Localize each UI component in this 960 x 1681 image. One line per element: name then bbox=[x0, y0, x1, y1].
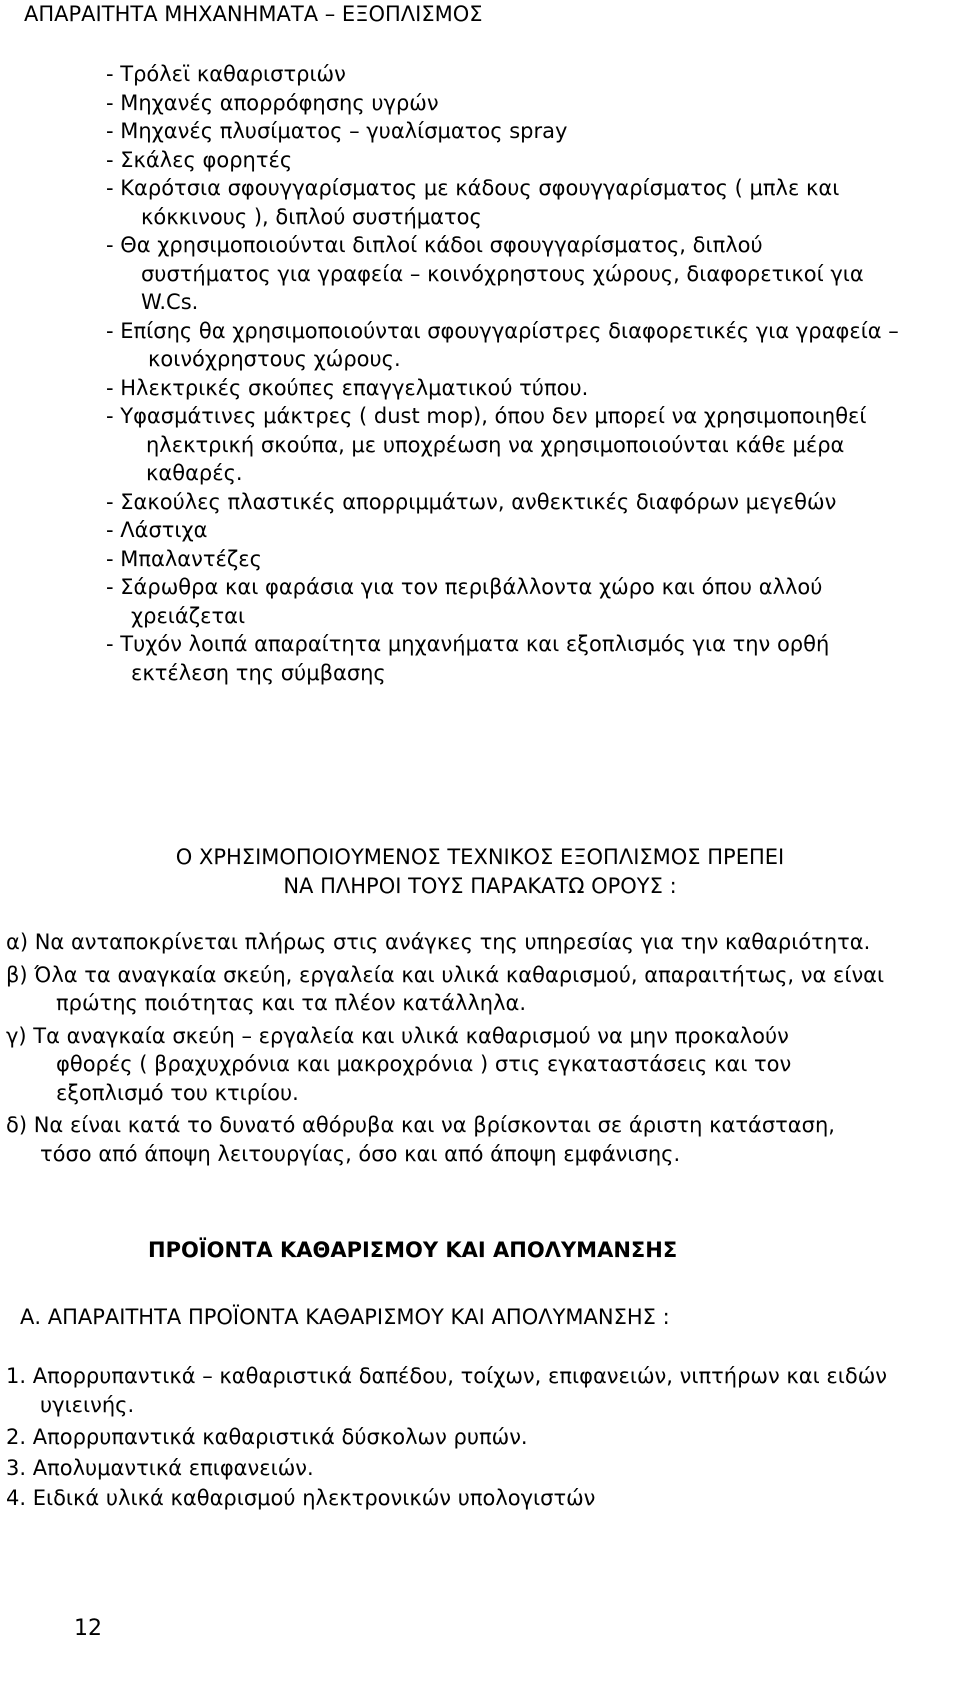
list-item bbox=[106, 146, 926, 175]
list-item bbox=[0, 961, 960, 1018]
list-item bbox=[106, 89, 926, 118]
list-item-line: - Σακούλες πλαστικές απορριμμάτων, ανθεκτικές διαφόρων μεγεθών bbox=[106, 489, 837, 514]
list-item bbox=[106, 374, 926, 403]
list-item bbox=[0, 1423, 960, 1452]
equipment-list bbox=[106, 60, 926, 687]
list-item-line: - Επίσης θα χρησιμοποιούνται σφουγγαρίστρες διαφορετικές για γραφεία – bbox=[106, 318, 899, 343]
products-heading: ΠΡΟΪΟΝΤΑ ΚΑΘΑΡΙΣΜΟΥ ΚΑΙ ΑΠΟΛΥΜΑΝΣΗΣ bbox=[148, 1238, 678, 1262]
list-item bbox=[106, 402, 926, 488]
list-item-line: β) Όλα τα αναγκαία σκεύη, εργαλεία και υλικά καθαρισμού, απαραιτήτως, να είναι bbox=[6, 962, 885, 987]
list-item-line: 2. Απορρυπαντικά καθαριστικά δύσκολων ρυπών. bbox=[6, 1425, 528, 1449]
list-item-line: εκτέλεση της σύμβασης bbox=[131, 660, 386, 685]
list-item-line: - Σάρωθρα και φαράσια για τον περιβάλλοντα χώρο και όπου αλλού bbox=[106, 575, 823, 599]
products-subheading: Α. ΑΠΑΡΑΙΤΗΤΑ ΠΡΟΪΟΝΤΑ ΚΑΘΑΡΙΣΜΟΥ ΚΑΙ ΑΠΟΛΥΜΑΝΣΗΣ : bbox=[20, 1305, 670, 1329]
list-item bbox=[0, 1022, 960, 1108]
list-item-line: πρώτης ποιότητας και τα πλέον κατάλληλα. bbox=[56, 991, 527, 1015]
list-item-line: τόσο από άποψη λειτουργίας, όσο και από άποψη εμφάνισης. bbox=[40, 1141, 681, 1166]
list-item bbox=[106, 60, 926, 89]
list-item-line: 1. Απορρυπαντικά – καθαριστικά δαπέδου, τοίχων, επιφανειών, νιπτήρων και ειδών bbox=[6, 1364, 888, 1388]
tech-heading-line1: Ο ΧΡΗΣΙΜΟΠΟΙΟΥΜΕΝΟΣ ΤΕΧΝΙΚΟΣ ΕΞΟΠΛΙΣΜΟΣ ΠΡΕΠΕΙ bbox=[175, 845, 785, 869]
list-item-line: εξοπλισμό του κτιρίου. bbox=[56, 1080, 299, 1105]
list-item-line: - Μηχανές απορρόφησης υγρών bbox=[106, 90, 439, 115]
products-list bbox=[0, 1362, 960, 1517]
list-item-line: χρειάζεται bbox=[131, 603, 246, 628]
section-heading: ΑΠΑΡΑΙΤΗΤΑ ΜΗΧΑΝΗΜΑΤΑ – ΕΞΟΠΛΙΣΜΟΣ bbox=[24, 2, 483, 26]
list-item-line: συστήματος για γραφεία – κοινόχρηστους χώρους, διαφορετικοί για bbox=[141, 261, 864, 286]
list-item bbox=[0, 1484, 960, 1513]
list-item-line: - Θα χρησιμοποιούνται διπλοί κάδοι σφουγγαρίσματος, διπλού bbox=[106, 233, 763, 257]
list-item bbox=[106, 630, 926, 687]
list-item bbox=[106, 573, 926, 630]
list-item-line: - Μπαλαντέζες bbox=[106, 546, 262, 571]
list-item bbox=[0, 1362, 960, 1419]
list-item-line: ηλεκτρική σκούπα, με υποχρέωση να χρησιμοποιούνται κάθε μέρα bbox=[146, 432, 845, 457]
list-item bbox=[106, 317, 926, 374]
list-item-line: φθορές ( βραχυχρόνια και μακροχρόνια ) στις εγκαταστάσεις και τον bbox=[56, 1052, 792, 1076]
list-item-line: κοινόχρηστους χώρους. bbox=[148, 347, 401, 371]
list-item-line: W.Cs. bbox=[141, 290, 199, 314]
list-item-line: - Μηχανές πλυσίματος – γυαλίσματος spray bbox=[106, 119, 568, 143]
list-item-line: - Καρότσια σφουγγαρίσματος με κάδους σφουγγαρίσματος ( μπλε και bbox=[106, 176, 840, 200]
list-item bbox=[106, 117, 926, 146]
list-item bbox=[0, 1111, 960, 1168]
list-item-line: α) Να ανταποκρίνεται πλήρως στις ανάγκες της υπηρεσίας για την καθαριότητα. bbox=[6, 930, 871, 954]
list-item-line: - Τυχόν λοιπά απαραίτητα μηχανήματα και εξοπλισμός για την ορθή bbox=[106, 632, 830, 656]
list-item-line: - Ηλεκτρικές σκούπες επαγγελματικού τύπου. bbox=[106, 375, 589, 400]
requirements-list bbox=[0, 928, 960, 1172]
page-number: 12 bbox=[74, 1616, 102, 1641]
list-item bbox=[106, 231, 926, 317]
list-item bbox=[106, 545, 926, 574]
list-item-line: γ) Τα αναγκαία σκεύη – εργαλεία και υλικά καθαρισμού να μην προκαλούν bbox=[6, 1023, 789, 1048]
list-item-line: - Σκάλες φορητές bbox=[106, 147, 293, 172]
list-item bbox=[106, 174, 926, 231]
list-item-line: 3. Απολυμαντικά επιφανειών. bbox=[6, 1455, 314, 1480]
list-item-line: κόκκινους ), διπλού συστήματος bbox=[141, 204, 482, 229]
list-item bbox=[106, 516, 926, 545]
list-item-line: - Υφασμάτινες μάκτρες ( dust mop), όπου δεν μπορεί να χρησιμοποιηθεί bbox=[106, 404, 867, 428]
list-item bbox=[0, 928, 960, 957]
list-item-line: 4. Ειδικά υλικά καθαρισμού ηλεκτρονικών υπολογιστών bbox=[6, 1486, 596, 1510]
list-item-line: - Τρόλεϊ καθαριστριών bbox=[106, 62, 346, 86]
list-item-line: υγιεινής. bbox=[40, 1392, 135, 1417]
list-item-line: καθαρές. bbox=[146, 461, 243, 485]
list-item bbox=[106, 488, 926, 517]
tech-heading-line2: ΝΑ ΠΛΗΡΟΙ ΤΟΥΣ ΠΑΡΑΚΑΤΩ ΟΡΟΥΣ : bbox=[283, 874, 677, 898]
list-item-line: δ) Να είναι κατά το δυνατό αθόρυβα και να βρίσκονται σε άριστη κατάσταση, bbox=[6, 1113, 835, 1137]
list-item-line: - Λάστιχα bbox=[106, 518, 208, 542]
list-item bbox=[0, 1454, 960, 1483]
